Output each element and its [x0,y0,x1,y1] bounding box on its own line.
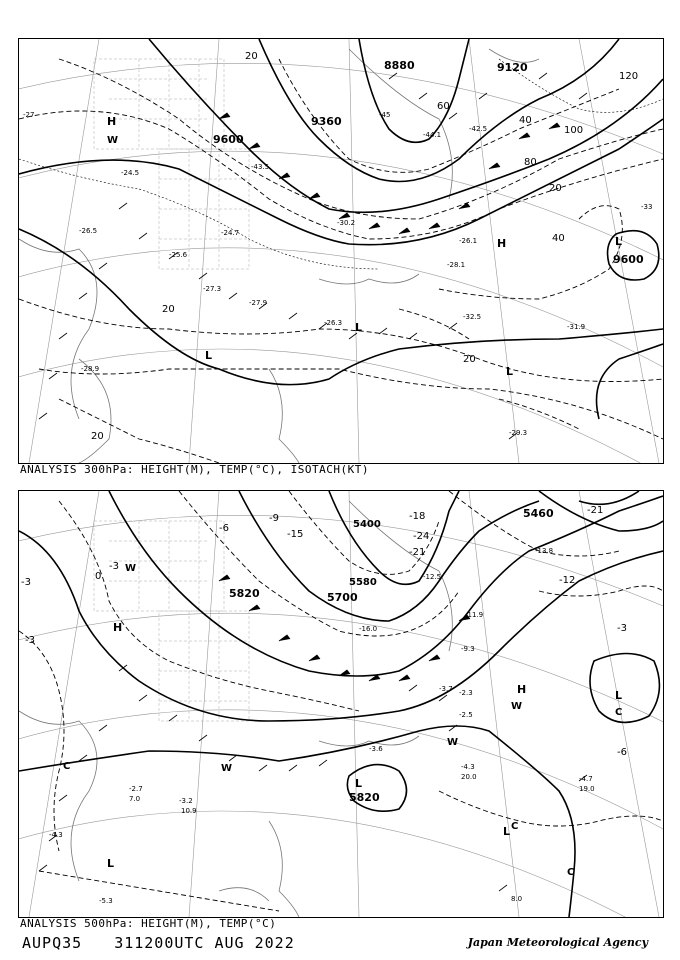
temp-value: -28.1 [447,261,466,269]
isotherm-label: -3 [109,561,119,572]
high-center: H [113,621,123,634]
isotherm-label: -9 [269,513,279,524]
isotach-label: 40 [519,115,532,126]
temp-value: -25.6 [169,251,188,259]
height-contours-300 [19,39,663,419]
high-center: H [497,237,507,250]
height-label: 9600 [213,133,244,146]
warm-center: W [125,563,137,574]
isotherm-label: -24 [413,531,430,542]
map-300hpa [19,39,663,463]
caption-300hpa: ANALYSIS 300hPa: HEIGHT(M), TEMP(°C), ISOTACH(KT) [20,463,370,476]
height-label: 5820 [349,791,380,804]
height-labels-300 [213,59,644,266]
terrain-hatch-300 [94,59,249,269]
temp-value: -2.5 [459,711,473,719]
cold-center: C [615,707,623,718]
temp-value: -30.2 [337,219,356,227]
isotach-label: 20 [91,431,104,442]
temp-value: -26.5 [79,227,98,235]
temp-value: -32.5 [463,313,482,321]
cold-center: C [63,761,71,772]
isotach-label: 100 [564,125,584,136]
temp-value: -11.9 [465,611,484,619]
temp-value: -13.8 [535,547,554,555]
isotherm-label: -3 [617,623,627,634]
map-500hpa [19,491,663,917]
temp-value: -3.2 [179,797,193,805]
temp-value: -26.1 [459,237,478,245]
isotherms-500 [19,491,663,911]
temp-value: 19.0 [579,785,595,793]
warm-center: W [511,701,523,712]
height-label: 5700 [327,591,358,604]
height-label: 9600 [613,253,644,266]
isotherm-label: -6 [219,523,229,534]
temp-value: 8.0 [511,895,523,903]
temp-value: -12.5 [423,573,442,581]
temp-value: -16.0 [359,625,378,633]
temp-value: -2.7 [129,785,143,793]
isotach-label: 20 [162,304,175,315]
high-center: H [107,115,117,128]
chart-300hpa [18,38,664,464]
low-center: L [355,321,363,334]
chart-500hpa [18,490,664,918]
temp-value: -28.9 [81,365,100,373]
temp-value: -24.5 [121,169,140,177]
isotach-label: 20 [463,354,476,365]
temp-value: -2.3 [459,689,473,697]
cold-center: C [567,867,575,878]
isotherm-label: -21 [587,505,604,516]
temp-value: 7.0 [129,795,141,803]
valid-datetime: 311200UTC AUG 2022 [114,934,295,952]
isotherm-label: -3 [25,635,35,646]
low-center: L [506,365,514,378]
temp-value: -4.3 [461,763,475,771]
temp-value: -33 [641,203,653,211]
low-center: L [503,825,511,838]
low-center: L [355,777,363,790]
height-label: 8880 [384,59,415,72]
low-center: L [107,857,115,870]
height-label: 5820 [229,587,260,600]
graticule-500 [19,491,663,917]
temp-value: -9.3 [461,645,475,653]
temp-value: -5.3 [99,897,113,905]
isotach-label: 40 [552,233,565,244]
isotherm-label: 0 [95,571,102,582]
isotherm-label: -21 [409,547,426,558]
temp-value: -27.3 [203,285,222,293]
temp-value: 10.9 [181,807,197,815]
height-contours-500 [19,491,663,917]
agency-name: Japan Meteorological Agency [467,936,648,949]
warm-center: W [107,135,119,146]
low-center: L [615,235,623,248]
temp-value: -45 [379,111,391,119]
coastline-300 [19,49,539,463]
isotach-label: 60 [437,101,450,112]
isotach-label: 20 [549,183,562,194]
temp-value: -24.7 [221,229,240,237]
warm-center: W [221,763,233,774]
coastline-500 [19,501,452,917]
height-label: 5400 [353,519,381,530]
temp-value: -43.5 [251,163,270,171]
temp-value: -44.1 [423,131,442,139]
low-center: L [205,349,213,362]
isotherm-label: -12 [559,575,576,586]
low-center: L [615,689,623,702]
isotherm-label: -3 [21,577,31,588]
height-label: 9360 [311,115,342,128]
temp-value: -4.7 [579,775,593,783]
warm-center: W [447,737,459,748]
temp-value: -26.3 [324,319,343,327]
isotach-label: 20 [245,51,258,62]
temp-value: -27 [23,111,35,119]
temp-value: -27.9 [249,299,268,307]
temp-value: -3.6 [369,745,383,753]
temp-value: -31.9 [567,323,586,331]
height-label: 5460 [523,507,554,520]
temp-value: -3.7 [439,685,453,693]
chart-footer [22,934,327,952]
height-label: 5580 [349,577,377,588]
isotherm-label: -18 [409,511,426,522]
isotherm-label: -15 [287,529,304,540]
temp-value: -29.3 [509,429,528,437]
temp-value: 20.0 [461,773,477,781]
product-code: AUPQ35 [22,934,83,952]
isotach-label: 120 [619,71,639,82]
high-center: H [517,683,527,696]
isotach-labels-300 [91,51,638,442]
isotherms-300 [19,59,663,269]
isotherm-label: -6 [617,747,627,758]
isotach-label: 80 [524,157,537,168]
cold-center: C [511,821,519,832]
temp-value: -4.3 [49,831,63,839]
temp-value: -42.5 [469,125,488,133]
caption-500hpa: ANALYSIS 500hPa: HEIGHT(M), TEMP(°C) [20,917,277,930]
height-label: 9120 [497,61,528,74]
